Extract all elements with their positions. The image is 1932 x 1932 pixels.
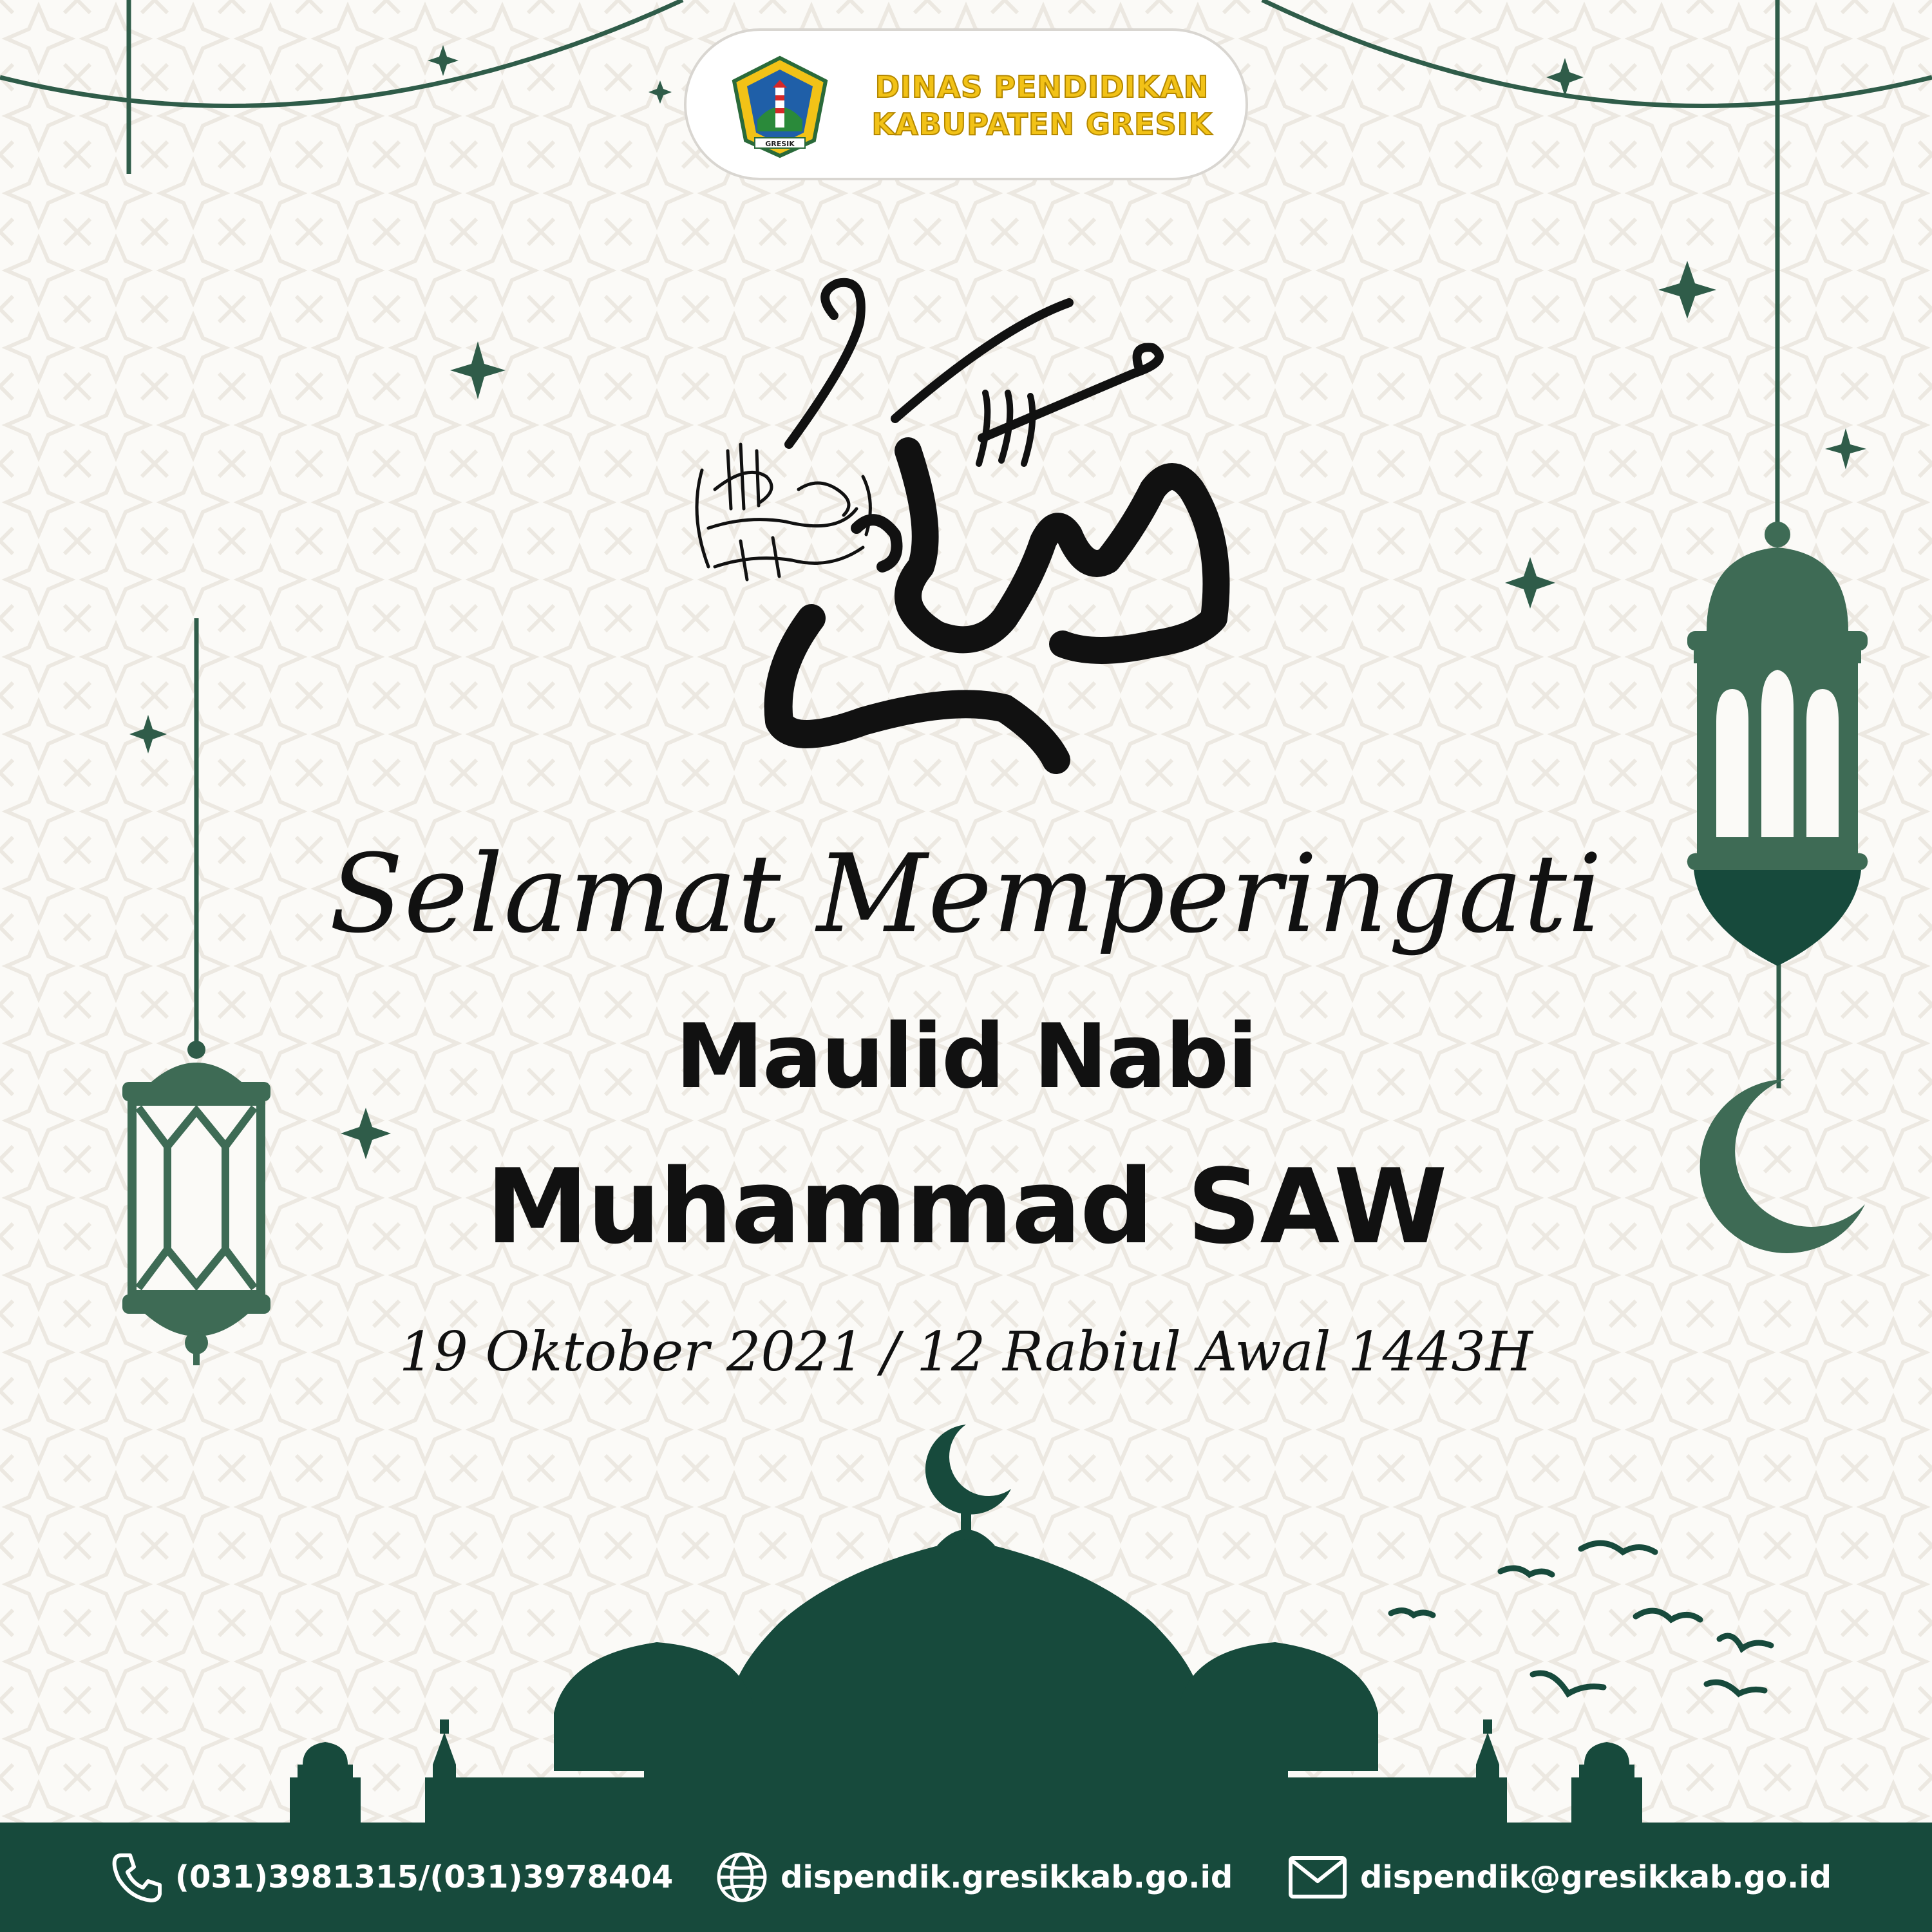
contact-footer [0, 1823, 1932, 1932]
website-url: dispendik.gresikkab.go.id [781, 1859, 1233, 1895]
globe-icon [715, 1850, 769, 1904]
contact-website [715, 1823, 1233, 1932]
organization-line-1: DINAS PENDIDIKAN [875, 70, 1209, 104]
emblem-label: GRESIK [765, 140, 795, 148]
contact-email [1287, 1823, 1832, 1932]
contact-phone [109, 1823, 673, 1932]
mail-icon [1287, 1850, 1349, 1904]
organization-name [855, 68, 1229, 143]
greeting-line-1: Selamat Memperingati [329, 831, 1603, 957]
brand-header [684, 28, 1248, 180]
greeting-line-2: Maulid Nabi [675, 1005, 1257, 1108]
email-address: dispendik@gresikkab.go.id [1360, 1859, 1832, 1895]
greeting-line-3: Muhammad SAW [486, 1146, 1446, 1267]
organization-line-2: KABUPATEN GRESIK [871, 107, 1213, 142]
event-date: 19 Oktober 2021 / 12 Rabiul Awal 1443H [399, 1320, 1533, 1383]
phone-number: (031)3981315/(031)3978404 [175, 1859, 674, 1895]
phone-icon [109, 1850, 164, 1904]
gresik-emblem-icon [732, 55, 828, 158]
